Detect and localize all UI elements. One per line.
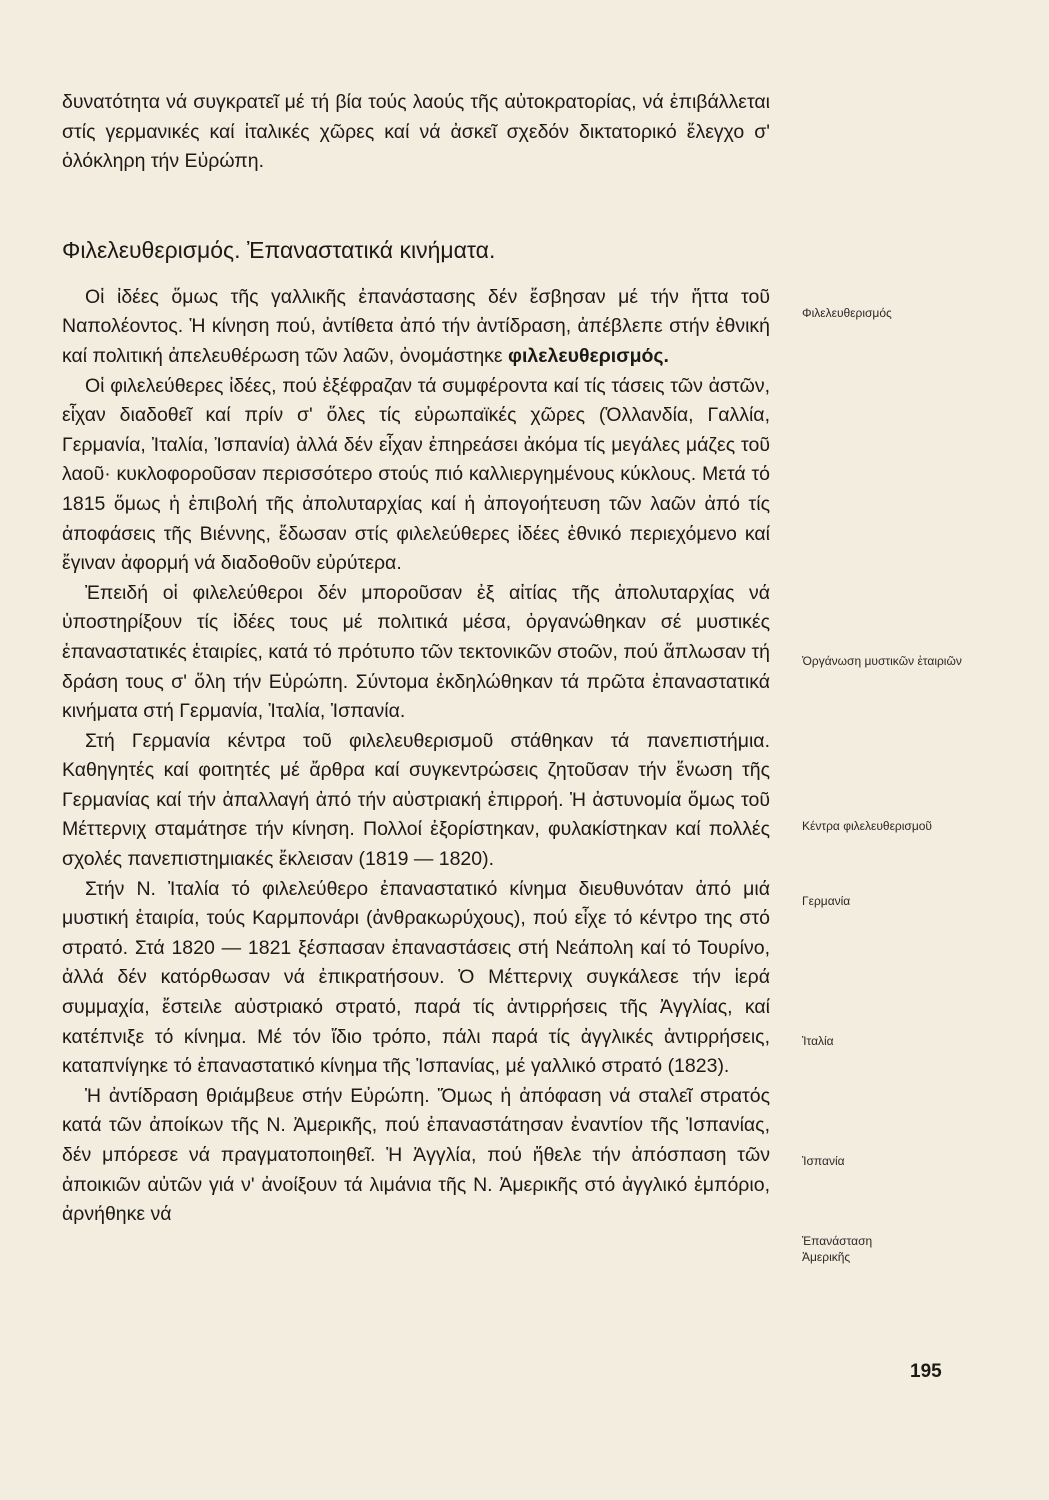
paragraph-italy-spain: Στήν Ν. Ἰταλία τό φιλελεύθερο ἐπαναστατικό κίνημα διευθυνόταν ἀπό μιά μυστική ἑταιρία, τούς Καρμπονάρι (ἀνθρακωρύχους), πού εἶχε τό κέντρο της στό στρατό. Στά 1820 — 1821 ξέσπασαν ἐπαναστάσεις στή Νεάπολη καί τό Τουρίνο, ἀλλά δέν κατόρθωσαν νά ἐπικρατήσουν. Ὁ Μέττερνιχ συγκάλεσε τήν ἱερά συμμαχία, ἔστειλε αὐστριακό στρατό, παρά τίς ἀντιρρήσεις τῆς Ἀγγλίας, καί κατέπνιξε τό κίνημα. Μέ τόν ἴδιο τρόπο, πάλι παρά τίς ἀγγλικές ἀντιρρήσεις, καταπνίγηκε τό ἐπαναστατικό κίνημα τῆς Ἰσπανίας, μέ γαλλικό στρατό (1823).	[62, 877, 770, 1078]
margin-note-america-revolution: Ἐπανάσταση Ἀμερικῆς	[802, 1234, 873, 1264]
intro-paragraph: δυνατότητα νά συγκρατεῖ μέ τή βία τούς λαούς τῆς αὐτοκρατορίας, νά ἐπιβάλλεται στίς γερμανικές καί ἰταλικές χῶρες καί νά ἀσκεῖ σχεδόν δικτατορικό ἔλεγχο σ' ὁλόκληρη τήν Εὐρώπη.	[62, 91, 770, 173]
page-number: 195	[910, 1361, 942, 1382]
paragraph-secret-societies: Ἐπειδή οἱ φιλελεύθεροι δέν μποροῦσαν ἐξ αἰτίας τῆς ἀπολυταρχίας νά ὑποστηρίξουν τίς ἰδέες τους μέ πολιτικά μέσα, ὀργανώθηκαν σέ μυστικές ἐπαναστατικές ἑταιρίες, κατά τό πρότυπο τῶν τεκτονικῶν στοῶν, πού ἅπλωσαν τή δράση τους σ' ὅλη τήν Εὐρώπη. Σύντομα ἐκδηλώθηκαν τά πρῶτα ἐπαναστατικά κινήματα στή Γερμανία, Ἰταλία, Ἰσπανία.	[62, 581, 770, 723]
margin-note-italy: Ἰταλία	[802, 1034, 834, 1048]
paragraph-text: Οἱ ἰδέες ὅμως τῆς γαλλικῆς ἐπανάστασης δέν ἔσβησαν μέ τήν ἥττα τοῦ Ναπολέοντος. Ἡ κίνηση πού, ἀντίθετα ἀπό τήν ἀντίδραση, ἀπέβλεπε στήν ἐθνική καί πολιτική ἀπελευθέρωση τῶν λαῶν, ὀνομάστηκε	[62, 285, 770, 367]
margin-note-secret-societies: Ὀργάνωση μυστικῶν ἑταιριῶν	[802, 654, 962, 668]
key-term: φιλελευθερισμός.	[508, 344, 669, 367]
margin-note-centers-liberalism: Κέντρα φιλελευθερισμοῦ	[802, 819, 932, 833]
margin-note-spain: Ἰσπανία	[802, 1154, 845, 1168]
margin-note-liberalism: Φιλελευθερισμός	[802, 306, 892, 320]
main-text-column	[62, 88, 770, 1230]
section-heading: Φιλελευθερισμός. Ἐπαναστατικά κινήματα.	[62, 236, 496, 263]
paragraph-germany: Στή Γερμανία κέντρα τοῦ φιλελευθερισμοῦ στάθηκαν τά πανεπιστήμια. Καθηγητές καί φοιτητές μέ ἄρθρα καί συγκεντρώσεις ζητοῦσαν τήν ἕνωση τῆς Γερμανίας καί τήν ἀπαλλαγή ἀπό τήν αὐστριακή ἐπιρροή. Ἡ ἀστυνομία ὅμως τοῦ Μέττερνιχ σταμάτησε τήν κίνηση. Πολλοί ἐξορίστηκαν, φυλακίστηκαν καί πολλές σχολές πανεπιστημιακές ἔκλεισαν (1819 — 1820).	[62, 729, 770, 871]
paragraph-liberal-ideas: Οἱ φιλελεύθερες ἰδέες, πού ἐξέφραζαν τά συμφέροντα καί τίς τάσεις τῶν ἀστῶν, εἶχαν διαδοθεῖ καί πρίν σ' ὅλες τίς εὐρωπαϊκές χῶρες (Ὁλλανδία, Γαλλία, Γερμανία, Ἰταλία, Ἰσπανία) ἀλλά δέν εἶχαν ἐπηρεάσει ἀκόμα τίς μεγάλες μάζες τοῦ λαοῦ· κυκλοφοροῦσαν περισσότερο στούς πιό καλλιεργημένους κύκλους. Μετά τό 1815 ὅμως ἡ ἐπιβολή τῆς ἀπολυταρχίας καί ἡ ἀπογοήτευση τῶν λαῶν ἀπό τίς ἀποφάσεις τῆς Βιέννης, ἔδωσαν στίς φιλελεύθερες ἰδέες ἐθνικό περιεχόμενο καί ἔγιναν ἀφορμή νά διαδοθοῦν εὐρύτερα.	[62, 374, 770, 575]
margin-note-germany: Γερμανία	[802, 894, 851, 908]
paragraph-liberalism	[62, 283, 770, 372]
paragraph-america: Ἡ ἀντίδραση θριάμβευε στήν Εὐρώπη. Ὅμως ἡ ἀπόφαση νά σταλεῖ στρατός κατά τῶν ἀποίκων τῆς Ν. Ἀμερικῆς, πού ἐπαναστάτησαν ἐναντίον τῆς Ἰσπανίας, δέν μπόρεσε νά πραγματοποιηθεῖ. Ἡ Ἀγγλία, πού ἤθελε τήν ἀπόσπαση τῶν ἀποικιῶν αὐτῶν γιά ν' ἀνοίξουν τά λιμάνια τῆς Ν. Ἀμερικῆς στό ἀγγλικό ἐμπόριο, ἀρνήθηκε νά	[62, 1084, 770, 1226]
